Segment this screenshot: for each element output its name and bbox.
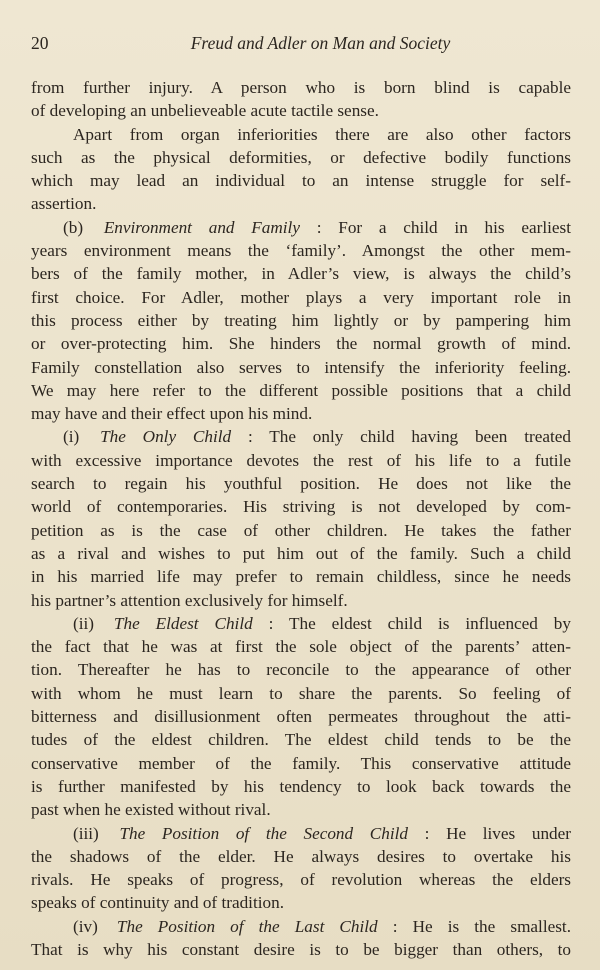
text-line: first choice. For Adler, mother plays a very important role in [31,287,571,307]
text-line: past when he existed without rival. [31,800,271,820]
text-line: which may lead an individual to an intense struggle for self- [31,171,571,191]
text-line: conservative member of the family. This conservative attitude [31,753,571,773]
text-line: We may here refer to the different possible positions that a child [31,380,571,400]
text-line: world of contemporaries. His striving is not developed by com- [31,497,571,517]
section-line-only-child [31,425,571,448]
text-fragment: : The only child having been treated [247,427,571,447]
section-heading: Environment and Family [103,217,300,237]
section-marker: (i) [63,427,80,447]
text-line: Apart from organ inferiorities there are also other factors [73,124,571,144]
section-heading: The Position of the Last Child [116,916,378,936]
section-line-second-child [31,822,571,845]
text-line: is further manifested by his tendency to look back towards the [31,776,571,796]
section-heading: The Only Child [100,427,232,447]
text-line: tudes of the eldest children. The eldest child tends to be the [31,730,571,750]
text-fragment: : He lives under [424,823,572,843]
text-line: Family constellation also serves to intensify the inferiority feeling. [31,357,571,377]
text-line: with excessive importance devotes the rest of his life to a futile [31,450,571,470]
section-marker: (b) [63,217,84,237]
text-fragment: : He is the smallest. [392,916,572,936]
text-line: rivals. He speaks of progress, of revolution whereas the elders [31,870,571,890]
text-line: such as the physical deformities, or defective bodily functions [31,147,571,167]
text-line: from further injury. A person who is born blind is capable [31,78,571,97]
text-line: in his married life may prefer to remain childless, since he needs [31,567,571,587]
section-line-last-child [31,915,571,938]
body-text [31,76,571,961]
text-line: search to regain his youthful position. He does not like the [31,474,571,494]
text-line: the fact that he was at first the sole object of the parents’ atten- [31,637,571,657]
text-line: tion. Thereafter he has to reconcile to the appearance of other [31,660,571,680]
page-number: 20 [31,33,49,53]
section-heading: The Position of the Second Child [119,823,408,843]
text-line: or over-protecting him. She hinders the normal growth of mind. [31,334,571,354]
text-line: his partner’s attention exclusively for himself. [31,590,348,610]
text-line: years environment means the ‘family’. Amongst the other mem- [31,241,571,261]
text-line: with whom he must learn to share the parents. So feeling of [31,683,571,703]
text-line: speaks of continuity and of tradition. [31,893,284,913]
text-line: may have and their effect upon his mind. [31,404,313,424]
text-line: the shadows of the elder. He always desires to overtake his [31,846,571,866]
text-line: bers of the family mother, in Adler’s view, is always the child’s [31,264,571,284]
section-marker: (iv) [73,916,98,936]
running-title: Freud and Adler on Man and Society [190,33,451,53]
text-line: That is why his constant desire is to be bigger than others, to [31,939,571,959]
text-line: as a rival and wishes to put him out of the family. Such a child [31,543,571,563]
text-fragment: : For a child in his earliest [316,217,571,237]
text-fragment: : The eldest child is influenced by [268,613,571,633]
text-line: assertion. [31,194,97,214]
text-line: bitterness and disillusionment often permeates throughout the atti- [31,707,571,727]
text-line: this process either by treating him lightly or by pampering him [31,310,571,330]
section-marker: (ii) [73,613,94,633]
section-heading: The Eldest Child [113,613,253,633]
page-header [31,33,570,57]
text-line: petition as is the case of other children. He takes the father [31,520,571,540]
section-marker: (iii) [73,823,99,843]
section-line-environment-family [31,216,571,239]
text-line: of developing an unbelieveable acute tactile sense. [31,101,379,121]
section-line-eldest-child [31,612,571,635]
